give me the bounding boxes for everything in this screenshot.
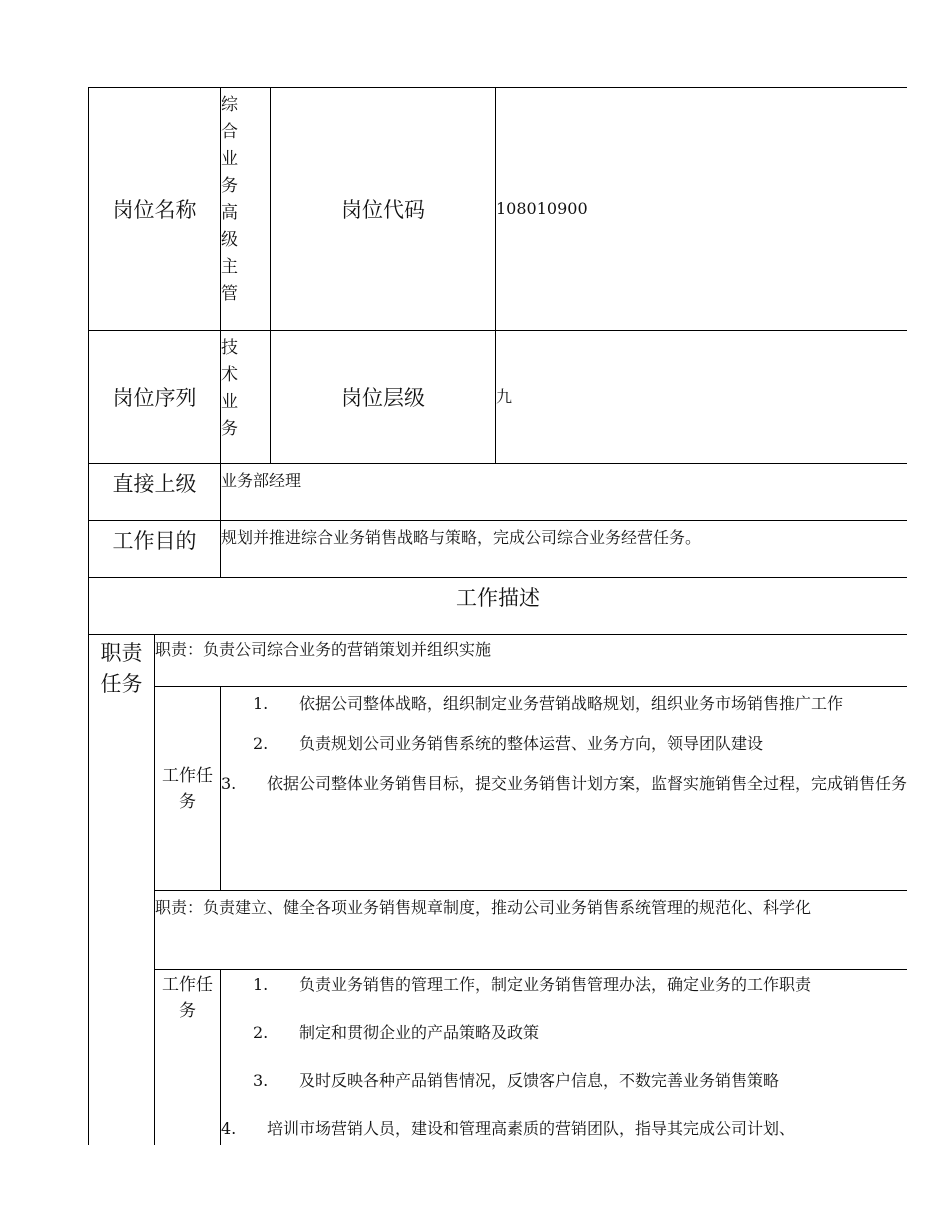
job-description-sheet (88, 87, 907, 1145)
task-number: 2. (253, 734, 269, 753)
duty-1-task-label (155, 687, 221, 891)
post-name-value (221, 88, 271, 331)
duty-2-task-1 (221, 972, 907, 998)
duty-2-title: 职责：负责建立、健全各项业务销售规章制度，推动公司业务销售系统管理的规范化、科学化 (155, 891, 908, 970)
post-name-label: 岗位名称 (89, 88, 221, 331)
task-text: 依据公司整体业务销售目标，提交业务销售计划方案，监督实施销售全过程，完成销售任务 (267, 774, 907, 793)
duty-1-task-list (221, 687, 908, 891)
task-text: 制定和贯彻企业的产品策略及政策 (299, 1023, 540, 1042)
duty-1-task-2 (221, 731, 907, 757)
duty-1-task-1 (221, 691, 907, 717)
post-series-value (221, 331, 271, 464)
post-code-label: 岗位代码 (271, 88, 496, 331)
task-text: 负责规划公司业务销售系统的整体运营、业务方向，领导团队建设 (299, 734, 764, 753)
description-title: 工作描述 (89, 578, 908, 635)
task-number: 3. (253, 1071, 269, 1090)
post-name-value-text: 综合业务高级主管 (221, 95, 238, 304)
task-number: 1. (253, 975, 269, 994)
task-number: 1. (253, 694, 269, 713)
duty-1-task-3 (221, 771, 907, 797)
post-level-label: 岗位层级 (271, 331, 496, 464)
duty-1-task-label-text: 工作任务 (162, 765, 213, 812)
duty-2-task-2 (221, 1020, 907, 1046)
purpose-value: 规划并推进综合业务销售战略与策略，完成公司综合业务经营任务。 (221, 521, 908, 578)
duty-2-task-label (155, 970, 221, 1146)
post-code-value: 108010900 (496, 88, 908, 331)
purpose-label: 工作目的 (89, 521, 221, 578)
task-text: 及时反映各种产品销售情况，反馈客户信息，不数完善业务销售策略 (299, 1071, 780, 1090)
post-level-value: 九 (496, 331, 908, 464)
post-series-label: 岗位序列 (89, 331, 221, 464)
superior-value: 业务部经理 (221, 464, 908, 521)
duty-2-task-4 (221, 1116, 907, 1142)
job-description-table (88, 87, 907, 1145)
task-text: 负责业务销售的管理工作，制定业务销售管理办法，确定业务的工作职责 (299, 975, 812, 994)
task-text: 培训市场营销人员，建设和管理高素质的营销团队，指导其完成公司计划、 (267, 1119, 796, 1138)
task-number: 2. (253, 1023, 269, 1042)
post-series-value-text: 技术业务 (221, 338, 238, 439)
duty-section-label-text: 职责任务 (100, 641, 143, 696)
task-number: 3. (221, 774, 237, 793)
task-text: 依据公司整体战略，组织制定业务营销战略规划，组织业务市场销售推广工作 (299, 694, 844, 713)
duty-2-task-list (221, 970, 908, 1146)
superior-label: 直接上级 (89, 464, 221, 521)
task-number: 4. (221, 1119, 237, 1138)
duty-2-task-3 (221, 1068, 907, 1094)
duty-2-task-label-text: 工作任务 (162, 975, 213, 1021)
duty-1-title: 职责：负责公司综合业务的营销策划并组织实施 (155, 635, 908, 687)
duty-section-label (89, 635, 155, 1146)
